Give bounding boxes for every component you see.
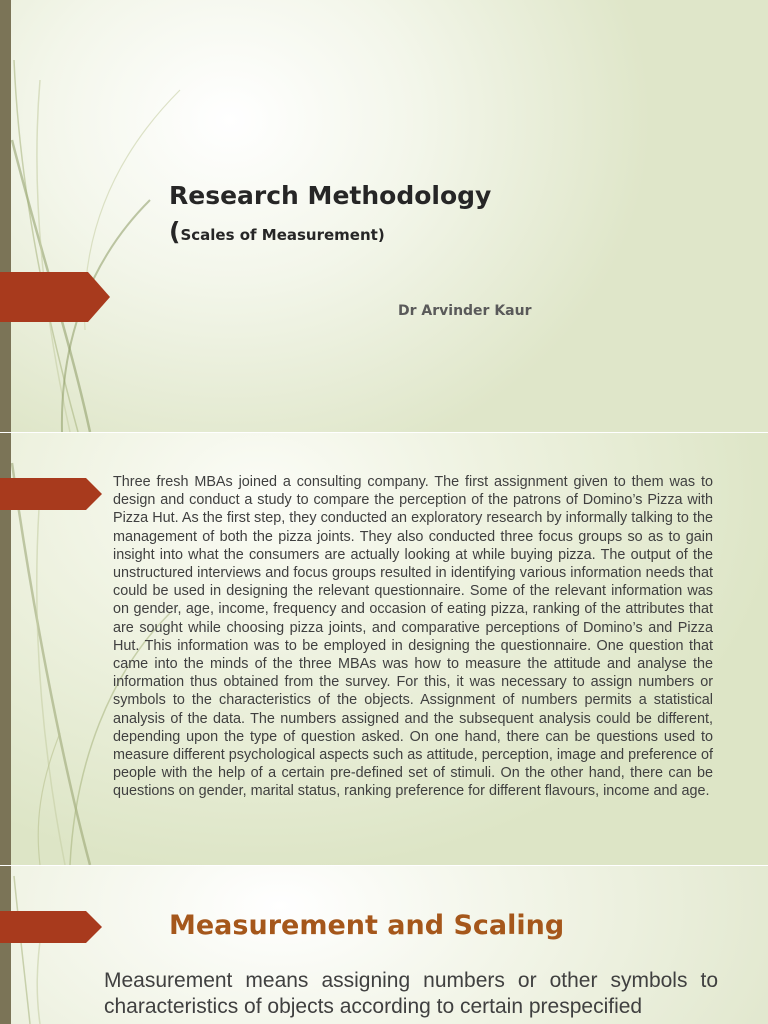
case-paragraph: Three fresh MBAs joined a consulting company. The first assignment given to them was to design and conduct a study to compare the perception of the patrons of Domino’s Pizza with Pizza Hut. As the first step, they conducted an exploratory research by informally talking to the management of both the pizza joints. They also conducted three focus groups so as to gain insight into what the consumers are actually looking at while buying pizza. The output of the unstructured interviews and focus groups resulted in identifying various information needs that could be used in designing the relevant questionnaire. Some of the relevant information was on gender, age, income, frequency and occasion of eating pizza, ranking of the attributes that are sought while choosing pizza joints, and comparative perceptions of Domino’s and Pizza Hut. This information was to be employed in designing the questionnaire. One question that came into the minds of the three MBAs was how to measure the attitude and analyse the information thus obtained from the survey. For this, it was necessary to assign numbers or symbols to the characteristics of the objects. Assignment of numbers permits a statistical analysis of the data. The numbers assigned and the subsequent analysis could be different, depending upon the type of question asked. On one hand, there can be questions used to measure different psychological aspects such as attitude, perception, image and preference of people with the help of a certain pre-defined set of stimuli. On the other hand, there can be questions on gender, marital status, ranking preference for different flavours, income and age. xyxy=(113,474,713,800)
definition-paragraph: Measurement means assigning numbers or other symbols to characteristics of objects according to certain prespecified xyxy=(104,969,718,1018)
author-name: Dr Arvinder Kaur xyxy=(398,303,532,319)
left-edge-bar xyxy=(0,866,11,1024)
decorative-swoosh xyxy=(0,0,220,432)
slide-title-text: Research Methodology xyxy=(169,181,492,210)
accent-tab xyxy=(0,478,102,510)
subtitle-paren: ( xyxy=(169,217,181,246)
accent-tab xyxy=(0,272,110,322)
section-heading: Measurement and Scaling xyxy=(169,910,565,941)
accent-tab xyxy=(0,911,102,943)
subtitle-text: Scales of Measurement) xyxy=(180,226,385,244)
slide-subtitle xyxy=(169,217,385,246)
left-edge-bar xyxy=(0,0,11,432)
slide-measurement-scaling xyxy=(0,866,768,1024)
slide-title xyxy=(0,0,768,432)
slide-case-study xyxy=(0,433,768,865)
